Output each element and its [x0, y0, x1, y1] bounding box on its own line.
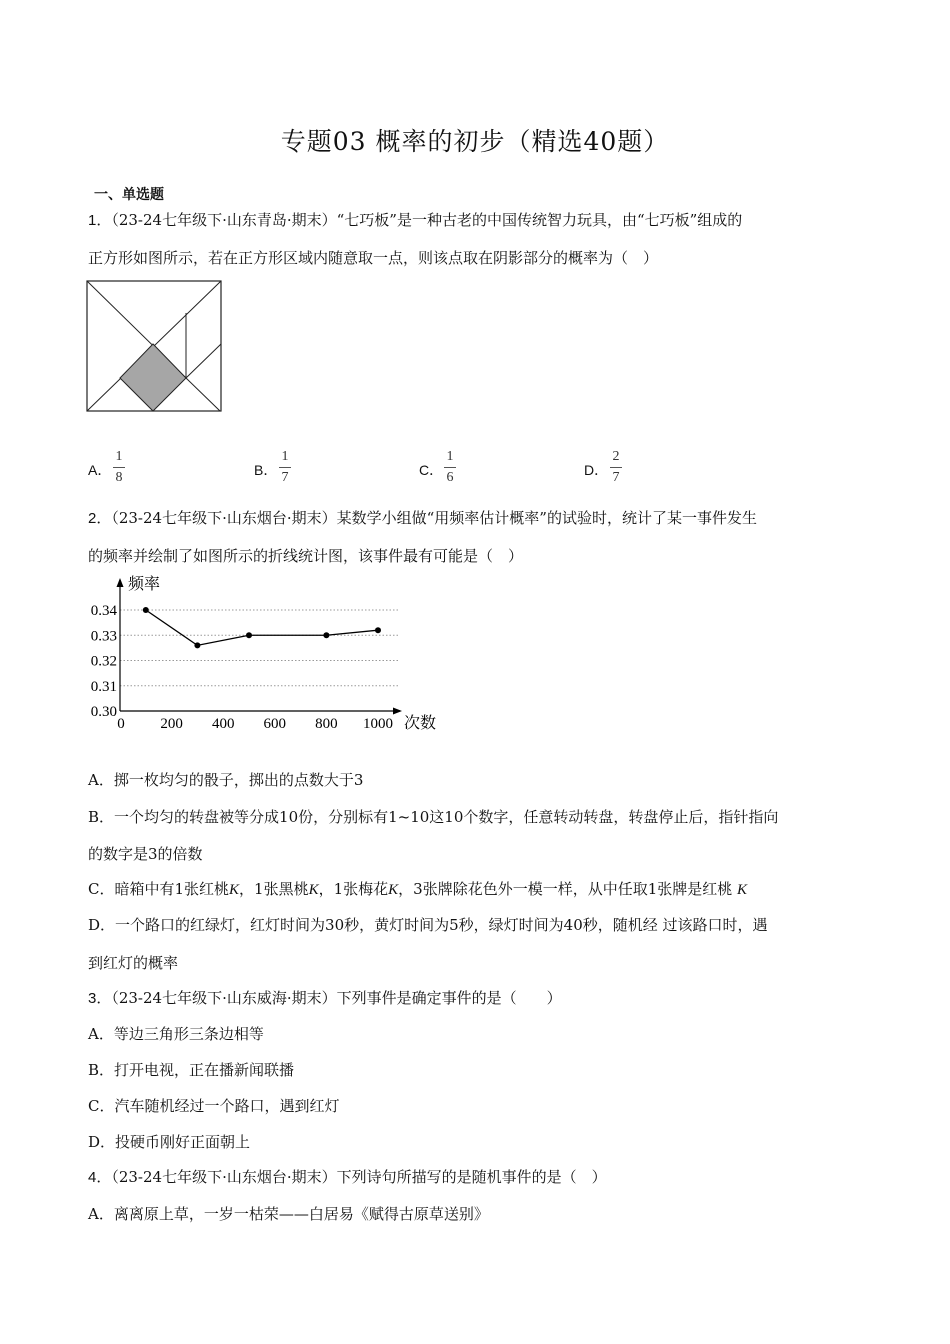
q1-option-a-fraction[interactable]: 1 8 — [113, 449, 125, 486]
chart-y-tick-label: 0.34 — [90, 603, 117, 619]
q1-option-b-label[interactable]: B． — [254, 462, 278, 478]
q1-text-1: （23-24七年级下·山东青岛·期末）“七巧板”是一种古老的中国传统智力玩具，由“七巧板”组成的 — [111, 211, 743, 229]
q1-option-d-fraction[interactable]: 2 7 — [610, 449, 622, 486]
q2-option-b-line2[interactable]: 的数字是3的倍数 — [88, 845, 203, 863]
q2-option-c[interactable]: C．暗箱中有1张红桃K，1张黑桃K，1张梅花K，3张牌除花色外一模一样，从中任取1张牌是红桃 K — [88, 880, 748, 898]
q3-line1 — [88, 988, 562, 1009]
q3-option-b[interactable]: B．打开电视，正在播新闻联播 — [88, 1061, 295, 1079]
chart-y-label: 频率 — [128, 576, 161, 593]
chart-series-line — [146, 610, 378, 645]
q3-option-c[interactable]: C．汽车随机经过一个路口，遇到红灯 — [88, 1097, 340, 1115]
chart-point — [323, 632, 329, 638]
q1-number: 1． — [88, 212, 112, 229]
q1-line1 — [88, 210, 742, 231]
q1-option-d-label[interactable]: D． — [584, 462, 609, 478]
q1-option-b-fraction[interactable]: 1 7 — [279, 449, 291, 486]
q1-option-a-label[interactable]: A． — [88, 462, 112, 478]
q2-option-d-line2[interactable]: 到红灯的概率 — [88, 954, 179, 972]
chart-y-axis-arrow — [117, 578, 124, 587]
q2-line1 — [88, 508, 757, 529]
q3-option-d[interactable]: D．投硬币刚好正面朝上 — [88, 1133, 251, 1151]
q4-option-a[interactable]: A．离离原上草，一岁一枯荣——白居易《赋得古原草送别》 — [88, 1205, 489, 1223]
chart-point — [194, 642, 200, 648]
q2-text-1: （23-24七年级下·山东烟台·期末）某数学小组做“用频率估计概率”的试验时，统计了某一事件发生 — [111, 509, 757, 527]
q3-text: （23-24七年级下·山东威海·期末）下列事件是确定事件的是（ ） — [111, 989, 562, 1007]
q4-line1 — [88, 1167, 607, 1188]
q2-option-b-line1[interactable]: B．一个均匀的转盘被等分成10份，分别标有1~10这10个数字，任意转动转盘，转盘停止后，指针指向 — [88, 808, 779, 826]
shaded-square — [120, 344, 186, 411]
chart-y-tick-label: 0.33 — [90, 628, 117, 645]
chart-x-label: 次数 — [404, 715, 437, 732]
q1-option-c-fraction[interactable]: 1 6 — [444, 449, 456, 486]
chart-x-axis-arrow — [393, 708, 402, 715]
chart-y-tick-label: 0.32 — [90, 653, 117, 670]
chart-x-tick-label: 0 — [117, 716, 125, 732]
chart-y-tick-label: 0.30 — [90, 704, 117, 720]
chart-x-tick-label: 1000 — [363, 716, 393, 732]
chart-x-tick-label: 400 — [211, 716, 235, 732]
chart-y-tick-label: 0.31 — [90, 678, 117, 695]
q4-text: （23-24七年级下·山东烟台·期末）下列诗句所描写的是随机事件的是（ ） — [111, 1168, 607, 1186]
section-heading: 一、单选题 — [94, 187, 164, 203]
q1-option-c-label[interactable]: C． — [419, 462, 444, 478]
q1-line2: 正方形如图所示，若在正方形区域内随意取一点，则该点取在阴影部分的概率为（ ） — [88, 249, 659, 267]
page-title: 专题03 概率的初步（精选40题） — [280, 127, 670, 156]
frequency-line-chart — [84, 574, 454, 739]
q3-option-a[interactable]: A．等边三角形三条边相等 — [88, 1025, 264, 1043]
q2-option-a[interactable]: A．掷一枚均匀的骰子，掷出的点数大于3 — [88, 771, 364, 789]
chart-point — [143, 607, 149, 613]
chart-x-tick-label: 800 — [315, 716, 338, 732]
q4-number: 4． — [88, 1169, 112, 1186]
tangram-figure — [86, 280, 223, 413]
q3-number: 3． — [88, 990, 112, 1007]
q2-line2: 的频率并绘制了如图所示的折线统计图，该事件最有可能是（ ） — [88, 547, 524, 565]
chart-x-tick-label: 600 — [263, 716, 287, 732]
chart-point — [246, 632, 252, 638]
chart-x-tick-label: 200 — [160, 716, 183, 732]
q2-number: 2． — [88, 510, 112, 527]
chart-point — [375, 627, 381, 633]
q2-option-d-line1[interactable]: D．一个路口的红绿灯，红灯时间为30秒，黄灯时间为5秒，绿灯时间为40秒，随机经 过该路口时，遇 — [88, 916, 768, 934]
